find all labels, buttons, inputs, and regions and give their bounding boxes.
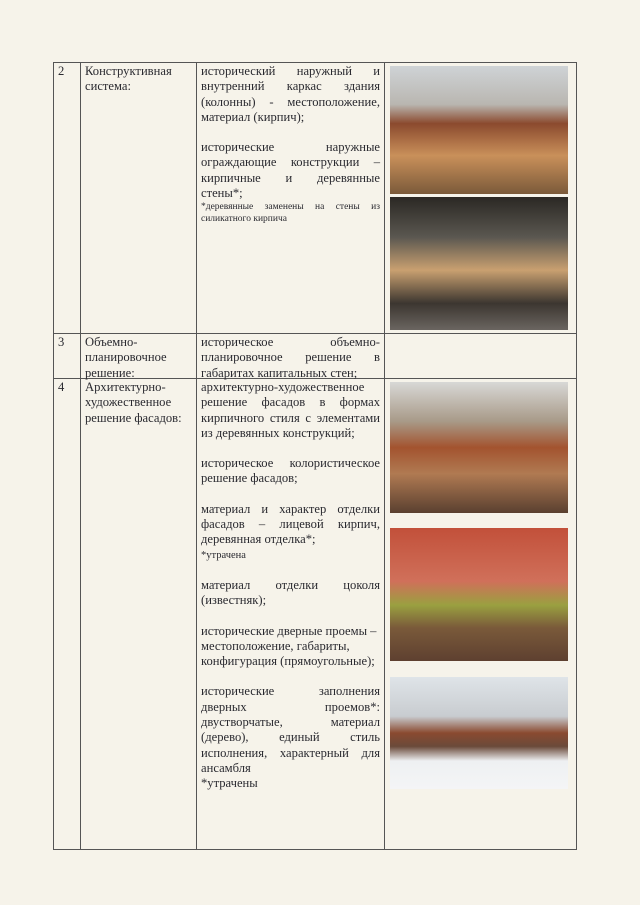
row-number: 3 xyxy=(54,334,81,378)
photo-winter-building xyxy=(390,677,568,789)
row-description xyxy=(197,379,385,849)
photo-brick-wall xyxy=(390,528,568,661)
item: исторический наружный и внутренний каркас здания (колонны) - местоположение, материал (кирпич); xyxy=(201,64,380,124)
row-name: Объемно-планировочное решение: xyxy=(81,334,197,378)
photo-cell xyxy=(385,63,576,333)
photo-facade xyxy=(390,382,568,513)
item: материал отделки цоколя (известняк); xyxy=(201,577,380,608)
protection-subject-table xyxy=(53,62,577,850)
row-name: Конструктивная система: xyxy=(81,63,197,333)
photo-cell xyxy=(385,334,576,378)
footnote: *утрачены xyxy=(201,776,258,791)
footnote: *утрачена xyxy=(201,549,246,561)
photo-building-exterior xyxy=(390,66,568,194)
table-row xyxy=(54,334,576,379)
item: исторические заполнения дверных проемов*: двустворчатые, материал (дерево), единый стиль исполнения, характерный для ансамбля xyxy=(201,684,380,775)
row-name: Архитектурно-художественное решение фасадов: xyxy=(81,379,197,849)
row-description: историческое объемно-планировочное решение в габаритах капитальных стен; xyxy=(197,334,385,378)
table-row xyxy=(54,63,576,334)
row-number: 2 xyxy=(54,63,81,333)
photo-cell xyxy=(385,379,576,849)
table-row xyxy=(54,379,576,849)
row-number: 4 xyxy=(54,379,81,849)
row-description xyxy=(197,63,385,333)
item: исторические дверные проемы – местоположение, габариты, конфигурация (прямоугольные); xyxy=(201,623,377,669)
footnote: *деревянные заменены на стены из силикатного кирпича xyxy=(201,202,380,225)
item: материал и характер отделки фасадов – лицевой кирпич, деревянная отделка*; xyxy=(201,501,380,547)
photo-building-interior xyxy=(390,197,568,330)
item: исторические наружные ограждающие конструкции – кирпичные и деревянные стены*; xyxy=(201,140,380,201)
item: историческое колористическое решение фасадов; xyxy=(201,456,380,486)
item: архитектурно-художественное решение фасадов в формах кирпичного стиля с элементами из деревянных конструкций; xyxy=(201,380,380,440)
